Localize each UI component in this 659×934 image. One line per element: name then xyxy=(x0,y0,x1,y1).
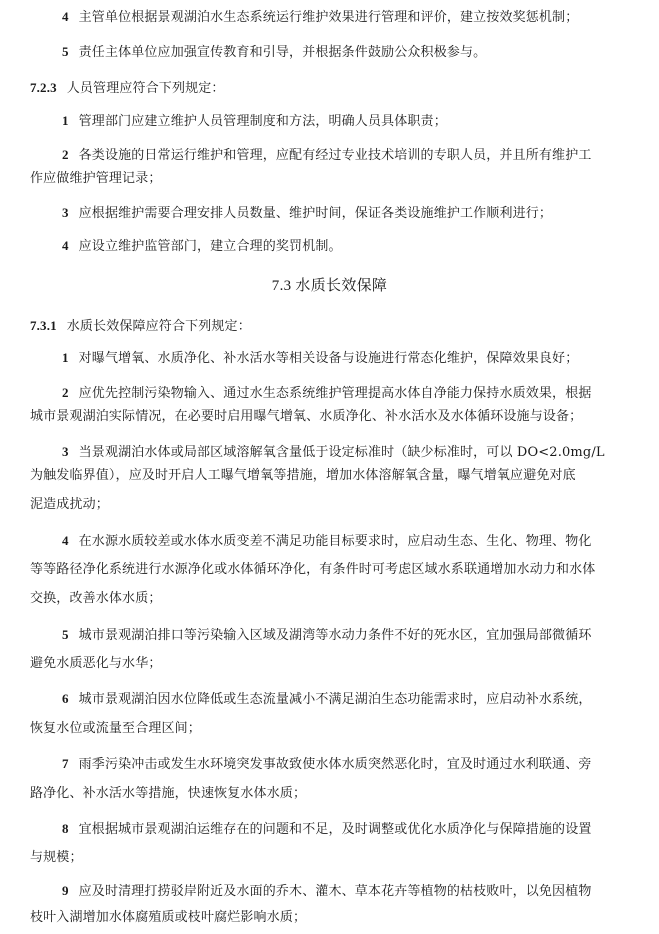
list-item-3 xyxy=(62,444,605,461)
list-item-5-cont xyxy=(30,656,162,672)
item-text: 在水源水质较差或水体水质变差不满足功能目标要求时，应启动生态、生化、物理、物化 xyxy=(78,534,592,549)
list-item-8 xyxy=(62,821,592,838)
list-item-4 xyxy=(62,238,342,255)
list-item-9-cont xyxy=(30,910,306,926)
item-number: 1 xyxy=(62,113,69,128)
item-text: 为触发临界值），应及时开启人工曝气增氧等措施，增加水体溶解氧含量，曝气增氧应避免对底 xyxy=(30,468,576,483)
item-text: 等等路径净化系统进行水源净化或水体循环净化，有条件时可考虑区域水系联通增加水动力和水体 xyxy=(30,562,596,577)
list-item-7 xyxy=(62,756,592,773)
list-item-5 xyxy=(62,627,592,644)
item-text: 作应做维护管理记录； xyxy=(30,171,162,186)
item-text: 泥造成扰动； xyxy=(30,497,109,512)
list-item-4-cont xyxy=(30,562,595,578)
section-heading xyxy=(0,276,659,295)
clause-number: 7.3.1 xyxy=(30,318,57,333)
list-item-9 xyxy=(62,883,592,900)
item-text: 避免水质恶化与水华； xyxy=(30,656,162,671)
item-text: 责任主体单位应加强宣传教育和引导，并根据条件鼓励公众积极参与。 xyxy=(78,45,487,60)
item-text: 城市景观湖泊因水位降低或生态流量减小不满足湖泊生态功能需求时，应启动补水系统， xyxy=(78,692,592,707)
item-number: 4 xyxy=(62,533,69,548)
item-number: 4 xyxy=(62,9,69,24)
list-item-1 xyxy=(62,350,578,367)
item-number: 2 xyxy=(62,147,69,162)
clause-7-2-3 xyxy=(30,80,225,97)
item-text: 当景观湖泊水体或局部区域溶解氧含量低于设定标准时（缺少标准时，可以 DO<2.0mg/L xyxy=(78,445,605,460)
list-item-1 xyxy=(62,113,447,130)
list-item-2-cont xyxy=(30,409,582,425)
item-text: 枝叶入湖增加水体腐殖质或枝叶腐烂影响水质； xyxy=(30,910,307,925)
list-item-4 xyxy=(62,9,578,26)
item-number: 1 xyxy=(62,350,69,365)
list-item-8-cont xyxy=(30,850,83,866)
item-number: 4 xyxy=(62,238,69,253)
list-item-3 xyxy=(62,205,552,222)
item-text: 路净化、补水活水等措施，快速恢复水体水质； xyxy=(30,786,307,801)
item-number: 9 xyxy=(62,883,69,898)
list-item-2 xyxy=(62,385,592,402)
item-text: 对曝气增氧、水质净化、补水活水等相关设备与设施进行常态化维护，保障效果良好； xyxy=(78,351,579,366)
item-text: 城市景观湖泊实际情况，在必要时启用曝气增氧、水质净化、补水活水及水体循环设施与设备； xyxy=(30,409,583,424)
section-number: 7.3 xyxy=(271,278,292,294)
list-item-2 xyxy=(62,147,592,164)
section-title: 水质长效保障 xyxy=(295,276,388,294)
item-text: 恢复水位或流量至合理区间； xyxy=(30,721,201,736)
item-number: 8 xyxy=(62,821,69,836)
list-item-5 xyxy=(62,44,486,61)
item-text: 应设立维护监管部门，建立合理的奖罚机制。 xyxy=(78,239,342,254)
item-number: 3 xyxy=(62,444,69,459)
item-text: 应根据维护需要合理安排人员数量、维护时间，保证各类设施维护工作顺利进行； xyxy=(78,206,553,221)
item-text: 应优先控制污染物输入、通过水生态系统维护管理提高水体自净能力保持水质效果，根据 xyxy=(78,386,592,401)
list-item-4-cont xyxy=(30,591,162,607)
clause-7-3-1 xyxy=(30,318,251,335)
item-text: 主管单位根据景观湖泊水生态系统运行维护效果进行管理和评价，建立按效奖惩机制； xyxy=(78,10,579,25)
list-item-6 xyxy=(62,691,592,708)
item-text: 城市景观湖泊排口等污染输入区域及湖湾等水动力条件不好的死水区，宜加强局部微循环 xyxy=(78,628,592,643)
clause-text: 人员管理应符合下列规定： xyxy=(66,81,225,96)
item-number: 3 xyxy=(62,205,69,220)
list-item-2-cont xyxy=(30,171,162,187)
item-text: 雨季污染冲击或发生水环境突发事故致使水体水质突然恶化时，宜及时通过水利联通、旁 xyxy=(78,757,592,772)
item-number: 2 xyxy=(62,385,69,400)
item-number: 7 xyxy=(62,756,69,771)
list-item-3-cont xyxy=(30,497,109,513)
item-text: 各类设施的日常运行维护和管理，应配有经过专业技术培训的专职人员，并且所有维护工 xyxy=(78,148,592,163)
clause-text: 水质长效保障应符合下列规定： xyxy=(66,319,251,334)
clause-number: 7.2.3 xyxy=(30,80,57,95)
list-item-6-cont xyxy=(30,721,201,737)
item-number: 6 xyxy=(62,691,69,706)
list-item-7-cont xyxy=(30,786,306,802)
item-text: 与规模； xyxy=(30,850,83,865)
item-text: 应及时清理打捞驳岸附近及水面的乔木、灌木、草本花卉等植物的枯枝败叶，以免因植物 xyxy=(78,884,592,899)
item-number: 5 xyxy=(62,44,69,59)
list-item-4 xyxy=(62,533,592,550)
item-number: 5 xyxy=(62,627,69,642)
item-text: 宜根据城市景观湖泊运维存在的问题和不足，及时调整或优化水质净化与保障措施的设置 xyxy=(78,822,592,837)
item-text: 管理部门应建立维护人员管理制度和方法，明确人员具体职责； xyxy=(78,114,447,129)
item-text: 交换，改善水体水质； xyxy=(30,591,162,606)
list-item-3-cont xyxy=(30,468,576,484)
